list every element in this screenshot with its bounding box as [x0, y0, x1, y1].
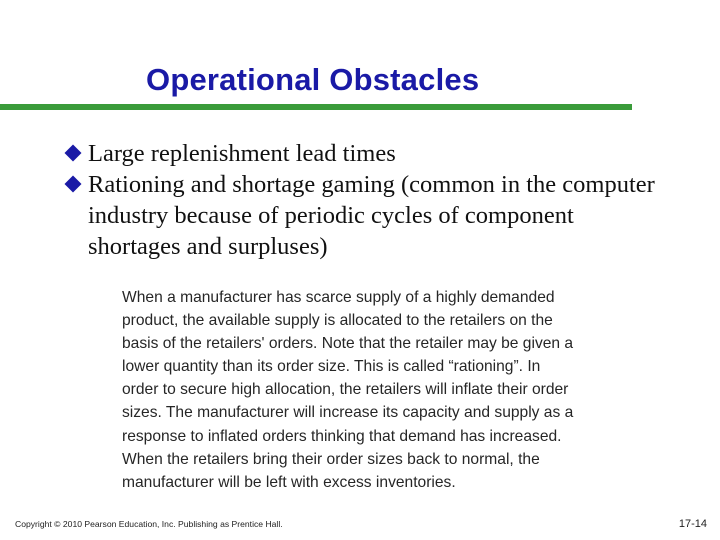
- slide-title: Operational Obstacles: [146, 62, 480, 97]
- quote-block: [122, 286, 650, 494]
- quote-line: sizes. The manufacturer will increase its capacity and supply as a: [122, 404, 574, 422]
- quote-line: response to inflated orders thinking that demand has increased.: [122, 427, 562, 445]
- bullet-text: Rationing and shortage gaming (common in the computer industry because of periodic cycles of component shortages and surpluses): [88, 171, 655, 260]
- quote-line: basis of the retailers' orders. Note that the retailer may be given a: [122, 335, 574, 353]
- quote-line: order to secure high allocation, the retailers will inflate their order: [122, 381, 569, 399]
- quote-line: product, the available supply is allocated to the retailers on the: [122, 312, 553, 330]
- quote-line: manufacturer will be left with excess inventories.: [122, 473, 456, 491]
- copyright-footer: Copyright © 2010 Pearson Education, Inc. Publishing as Prentice Hall.: [15, 519, 283, 529]
- bullet-item: [66, 169, 666, 262]
- diamond-bullet-icon: [65, 176, 82, 193]
- diamond-bullet-icon: [65, 145, 82, 162]
- quote-line: When a manufacturer has scarce supply of a highly demanded: [122, 289, 555, 306]
- bullet-item: [66, 138, 666, 169]
- quote-line: lower quantity than its order size. This is called “rationing”. In: [122, 358, 541, 376]
- bullet-text: Large replenishment lead times: [88, 140, 396, 167]
- title-underline-rule: [0, 104, 632, 110]
- quote-line: When the retailers bring their order sizes back to normal, the: [122, 450, 540, 468]
- bullet-list: [66, 138, 666, 262]
- page-number: 17-14: [678, 518, 707, 530]
